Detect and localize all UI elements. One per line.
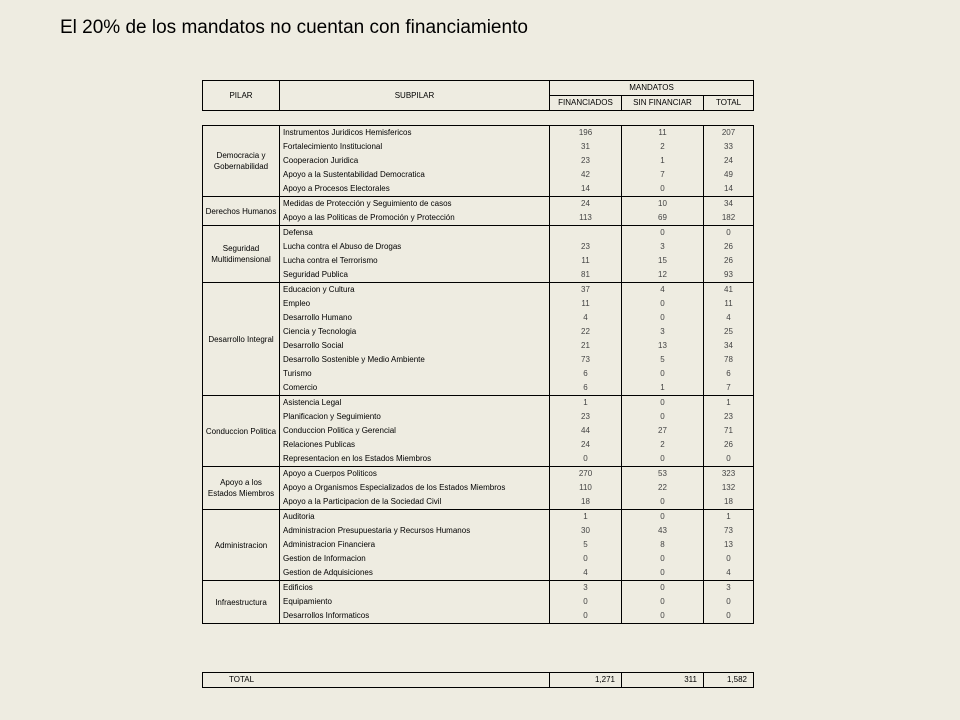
- table-row: [203, 595, 754, 609]
- table-row: [203, 311, 754, 325]
- financiados-cell: 22: [550, 325, 622, 339]
- financiados-cell: 44: [550, 424, 622, 438]
- table-row: [203, 367, 754, 381]
- sin-financiar-cell: 0: [622, 367, 704, 381]
- financiados-cell: 24: [550, 438, 622, 452]
- mandatos-table-header: [202, 80, 754, 111]
- table-row: [203, 254, 754, 268]
- sin-financiar-cell: 22: [622, 481, 704, 495]
- total-cell: 26: [704, 438, 754, 452]
- financiados-cell: 6: [550, 367, 622, 381]
- header-subpilar: SUBPILAR: [280, 81, 550, 111]
- sin-financiar-cell: 0: [622, 581, 704, 596]
- totals-total: 1,582: [704, 673, 754, 688]
- subpilar-cell: Apoyo a la Sustentabilidad Democratica: [280, 168, 550, 182]
- sin-financiar-cell: 0: [622, 311, 704, 325]
- header-financiados: FINANCIADOS: [550, 96, 622, 111]
- financiados-cell: 11: [550, 254, 622, 268]
- financiados-cell: 270: [550, 467, 622, 482]
- total-cell: 4: [704, 311, 754, 325]
- sin-financiar-cell: 4: [622, 283, 704, 298]
- table-row: [203, 452, 754, 467]
- subpilar-cell: Instrumentos Juridicos Hemisfericos: [280, 126, 550, 141]
- financiados-cell: 23: [550, 240, 622, 254]
- total-cell: 26: [704, 254, 754, 268]
- table-row: [203, 566, 754, 581]
- table-row: [203, 283, 754, 298]
- sin-financiar-cell: 8: [622, 538, 704, 552]
- sin-financiar-cell: 0: [622, 566, 704, 581]
- total-cell: 7: [704, 381, 754, 396]
- subpilar-cell: Equipamiento: [280, 595, 550, 609]
- subpilar-cell: Edificios: [280, 581, 550, 596]
- table-row: [203, 226, 754, 241]
- sin-financiar-cell: 12: [622, 268, 704, 283]
- subpilar-cell: Cooperacion Juridica: [280, 154, 550, 168]
- total-cell: 0: [704, 595, 754, 609]
- subpilar-cell: Representacion en los Estados Miembros: [280, 452, 550, 467]
- subpilar-cell: Seguridad Publica: [280, 268, 550, 283]
- total-cell: 78: [704, 353, 754, 367]
- financiados-cell: 37: [550, 283, 622, 298]
- financiados-cell: 113: [550, 211, 622, 226]
- pilar-cell: Infraestructura: [203, 581, 280, 624]
- total-cell: 0: [704, 226, 754, 241]
- sin-financiar-cell: 0: [622, 452, 704, 467]
- total-cell: 73: [704, 524, 754, 538]
- total-cell: 23: [704, 410, 754, 424]
- total-cell: 0: [704, 452, 754, 467]
- header-pilar: PILAR: [203, 81, 280, 111]
- subpilar-cell: Gestion de Adquisiciones: [280, 566, 550, 581]
- financiados-cell: [550, 226, 622, 241]
- sin-financiar-cell: 0: [622, 182, 704, 197]
- sin-financiar-cell: 43: [622, 524, 704, 538]
- sin-financiar-cell: 13: [622, 339, 704, 353]
- total-cell: 0: [704, 609, 754, 624]
- subpilar-cell: Apoyo a Cuerpos Politicos: [280, 467, 550, 482]
- subpilar-cell: Medidas de Protección y Seguimiento de casos: [280, 197, 550, 212]
- subpilar-cell: Comercio: [280, 381, 550, 396]
- subpilar-cell: Conduccion Politica y Gerencial: [280, 424, 550, 438]
- sin-financiar-cell: 69: [622, 211, 704, 226]
- totals-table: [202, 672, 754, 688]
- table-row: [203, 182, 754, 197]
- table-row: [203, 467, 754, 482]
- financiados-cell: 0: [550, 552, 622, 566]
- pilar-cell: Derechos Humanos: [203, 197, 280, 226]
- table-row: [203, 339, 754, 353]
- pilar-cell: Seguridad Multidimensional: [203, 226, 280, 283]
- financiados-cell: 11: [550, 297, 622, 311]
- total-cell: 1: [704, 396, 754, 411]
- total-cell: 207: [704, 126, 754, 141]
- subpilar-cell: Ciencia y Tecnologia: [280, 325, 550, 339]
- subpilar-cell: Desarrollos Informaticos: [280, 609, 550, 624]
- total-cell: 3: [704, 581, 754, 596]
- page-title: El 20% de los mandatos no cuentan con financiamiento: [60, 17, 528, 38]
- subpilar-cell: Asistencia Legal: [280, 396, 550, 411]
- subpilar-cell: Relaciones Publicas: [280, 438, 550, 452]
- table-row: [203, 481, 754, 495]
- total-cell: 41: [704, 283, 754, 298]
- financiados-cell: 24: [550, 197, 622, 212]
- total-cell: 1: [704, 510, 754, 525]
- sin-financiar-cell: 0: [622, 609, 704, 624]
- financiados-cell: 5: [550, 538, 622, 552]
- total-cell: 182: [704, 211, 754, 226]
- sin-financiar-cell: 0: [622, 226, 704, 241]
- table-row: [203, 538, 754, 552]
- total-cell: 34: [704, 197, 754, 212]
- total-cell: 34: [704, 339, 754, 353]
- table-row: [203, 126, 754, 141]
- header-mandatos: MANDATOS: [550, 81, 754, 96]
- sin-financiar-cell: 0: [622, 495, 704, 510]
- table-row: [203, 268, 754, 283]
- subpilar-cell: Desarrollo Humano: [280, 311, 550, 325]
- financiados-cell: 23: [550, 410, 622, 424]
- subpilar-cell: Defensa: [280, 226, 550, 241]
- total-cell: 4: [704, 566, 754, 581]
- totals-financiados: 1,271: [550, 673, 622, 688]
- table-row: [203, 325, 754, 339]
- sin-financiar-cell: 2: [622, 438, 704, 452]
- table-row: [203, 581, 754, 596]
- table-row: [203, 197, 754, 212]
- sin-financiar-cell: 5: [622, 353, 704, 367]
- sin-financiar-cell: 11: [622, 126, 704, 141]
- subpilar-cell: Apoyo a la Participacion de la Sociedad Civil: [280, 495, 550, 510]
- table-row: [203, 381, 754, 396]
- pilar-cell: Conduccion Politica: [203, 396, 280, 467]
- subpilar-cell: Turismo: [280, 367, 550, 381]
- total-cell: 13: [704, 538, 754, 552]
- subpilar-cell: Administracion Financiera: [280, 538, 550, 552]
- subpilar-cell: Auditoria: [280, 510, 550, 525]
- table-row: [203, 410, 754, 424]
- financiados-cell: 23: [550, 154, 622, 168]
- table-row: [203, 438, 754, 452]
- total-cell: 26: [704, 240, 754, 254]
- financiados-cell: 1: [550, 396, 622, 411]
- sin-financiar-cell: 27: [622, 424, 704, 438]
- sin-financiar-cell: 3: [622, 240, 704, 254]
- financiados-cell: 4: [550, 311, 622, 325]
- total-cell: 6: [704, 367, 754, 381]
- subpilar-cell: Lucha contra el Terrorismo: [280, 254, 550, 268]
- table-row: [203, 140, 754, 154]
- subpilar-cell: Apoyo a Organismos Especializados de los Estados Miembros: [280, 481, 550, 495]
- financiados-cell: 3: [550, 581, 622, 596]
- sin-financiar-cell: 3: [622, 325, 704, 339]
- financiados-cell: 73: [550, 353, 622, 367]
- table-row: [203, 552, 754, 566]
- sin-financiar-cell: 0: [622, 396, 704, 411]
- financiados-cell: 81: [550, 268, 622, 283]
- sin-financiar-cell: 53: [622, 467, 704, 482]
- total-cell: 33: [704, 140, 754, 154]
- subpilar-cell: Apoyo a Procesos Electorales: [280, 182, 550, 197]
- total-cell: 132: [704, 481, 754, 495]
- sin-financiar-cell: 0: [622, 297, 704, 311]
- total-cell: 71: [704, 424, 754, 438]
- sin-financiar-cell: 2: [622, 140, 704, 154]
- sin-financiar-cell: 7: [622, 168, 704, 182]
- header-total: TOTAL: [704, 96, 754, 111]
- table-row: [203, 168, 754, 182]
- financiados-cell: 196: [550, 126, 622, 141]
- financiados-cell: 0: [550, 609, 622, 624]
- sin-financiar-cell: 1: [622, 154, 704, 168]
- total-cell: 14: [704, 182, 754, 197]
- total-cell: 11: [704, 297, 754, 311]
- financiados-cell: 110: [550, 481, 622, 495]
- sin-financiar-cell: 1: [622, 381, 704, 396]
- financiados-cell: 4: [550, 566, 622, 581]
- table-row: [203, 353, 754, 367]
- financiados-cell: 0: [550, 452, 622, 467]
- financiados-cell: 30: [550, 524, 622, 538]
- total-cell: 25: [704, 325, 754, 339]
- total-cell: 0: [704, 552, 754, 566]
- subpilar-cell: Apoyo a las Politicas de Promoción y Protección: [280, 211, 550, 226]
- subpilar-cell: Educacion y Cultura: [280, 283, 550, 298]
- totals-sin-financiar: 311: [622, 673, 704, 688]
- pilar-cell: Democracia y Gobernabilidad: [203, 126, 280, 197]
- sin-financiar-cell: 15: [622, 254, 704, 268]
- table-row: [203, 510, 754, 525]
- financiados-cell: 1: [550, 510, 622, 525]
- sin-financiar-cell: 0: [622, 510, 704, 525]
- sin-financiar-cell: 0: [622, 552, 704, 566]
- sin-financiar-cell: 0: [622, 410, 704, 424]
- pilar-cell: Administracion: [203, 510, 280, 581]
- mandatos-table-body: [202, 125, 754, 624]
- total-cell: 49: [704, 168, 754, 182]
- sin-financiar-cell: 0: [622, 595, 704, 609]
- subpilar-cell: Lucha contra el Abuso de Drogas: [280, 240, 550, 254]
- total-cell: 24: [704, 154, 754, 168]
- table-row: [203, 524, 754, 538]
- financiados-cell: 18: [550, 495, 622, 510]
- subpilar-cell: Desarrollo Sostenible y Medio Ambiente: [280, 353, 550, 367]
- sin-financiar-cell: 10: [622, 197, 704, 212]
- totals-label: TOTAL: [203, 673, 550, 688]
- subpilar-cell: Desarrollo Social: [280, 339, 550, 353]
- table-row: [203, 240, 754, 254]
- subpilar-cell: Fortalecimiento Institucional: [280, 140, 550, 154]
- subpilar-cell: Empleo: [280, 297, 550, 311]
- pilar-cell: Apoyo a los Estados Miembros: [203, 467, 280, 510]
- table-row: [203, 495, 754, 510]
- pilar-cell: Desarrollo Integral: [203, 283, 280, 396]
- table-row: [203, 396, 754, 411]
- table-row: [203, 211, 754, 226]
- financiados-cell: 21: [550, 339, 622, 353]
- table-row: [203, 154, 754, 168]
- header-sin-financiar: SIN FINANCIAR: [622, 96, 704, 111]
- table-row: [203, 424, 754, 438]
- table-row: [203, 297, 754, 311]
- subpilar-cell: Gestion de Informacion: [280, 552, 550, 566]
- financiados-cell: 42: [550, 168, 622, 182]
- total-cell: 323: [704, 467, 754, 482]
- financiados-cell: 6: [550, 381, 622, 396]
- financiados-cell: 14: [550, 182, 622, 197]
- total-cell: 93: [704, 268, 754, 283]
- financiados-cell: 31: [550, 140, 622, 154]
- total-cell: 18: [704, 495, 754, 510]
- table-row: [203, 609, 754, 624]
- subpilar-cell: Administracion Presupuestaria y Recursos Humanos: [280, 524, 550, 538]
- subpilar-cell: Planificacion y Seguimiento: [280, 410, 550, 424]
- financiados-cell: 0: [550, 595, 622, 609]
